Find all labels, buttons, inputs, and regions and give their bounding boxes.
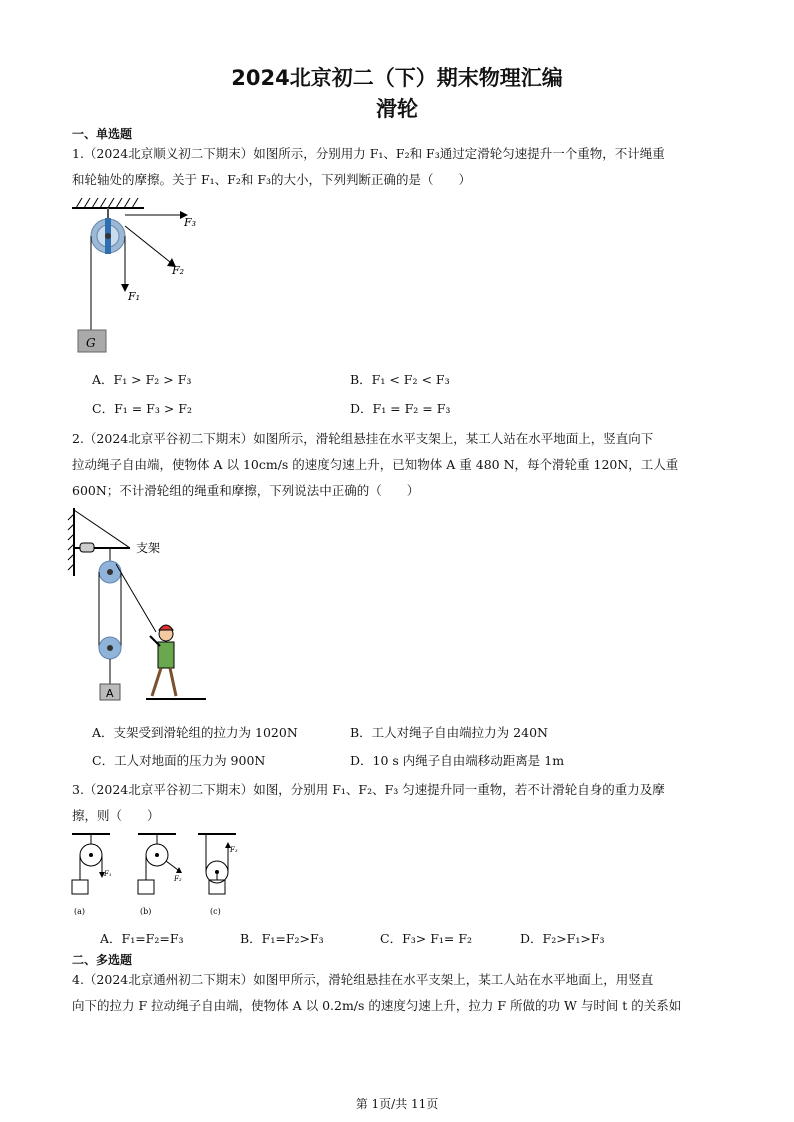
q1-option-b[interactable]: B．F₁ < F₂ < F₃ — [350, 372, 450, 387]
q1-pulley-figure — [72, 196, 212, 356]
q1-text-line1: 1.（2024北京顺义初二下期末）如图所示，分别用力 F₁、F₂和 F₃通过定滑轮匀速提升一个重物，不计绳重 — [72, 146, 665, 161]
q1-option-a[interactable]: A．F₁ > F₂ > F₃ — [92, 372, 192, 387]
q1-text-line2: 和轮轴处的摩擦。关于 F₁、F₂和 F₃的大小，下列判断正确的是（ ） — [72, 172, 472, 187]
q2-text-line2: 拉动绳子自由端，使物体 A 以 10cm/s 的速度匀速上升，已知物体 A 重 480 N，每个滑轮重 120N，工人重 — [72, 457, 679, 472]
q2-option-b[interactable]: B．工人对绳子自由端拉力为 240N — [350, 725, 548, 740]
q3-label-f2: F₂ — [174, 875, 182, 883]
page-title: 2024北京初二（下）期末物理汇编 — [231, 66, 563, 90]
q3-text-line2: 擦，则（ ） — [72, 808, 160, 823]
q4-text-line1: 4.（2024北京通州初二下期末）如图甲所示，滑轮组悬挂在水平支架上，某工人站在水平地面上，用竖直 — [72, 972, 654, 987]
q4-text-line2: 向下的拉力 F 拉动绳子自由端，使物体 A 以 0.2m/s 的速度匀速上升，拉力 F 所做的功 W 与时间 t 的关系如 — [72, 998, 682, 1013]
q1-label-f3: F₃ — [184, 216, 197, 229]
q2-option-a[interactable]: A．支架受到滑轮组的拉力为 1020N — [92, 725, 298, 740]
q3-option-b[interactable]: B．F₁=F₂>F₃ — [240, 931, 324, 946]
q3-caption-b: (b) — [140, 907, 152, 916]
q3-caption-a: (a) — [74, 907, 86, 916]
q2-option-c[interactable]: C．工人对地面的压力为 900N — [92, 753, 266, 768]
page-footer: 第 1页/共 11页 — [355, 1097, 439, 1111]
q1-label-g: G — [86, 336, 96, 350]
q2-pulley-system-figure — [66, 506, 216, 706]
section-multiple-choice: 二、多选题 — [72, 953, 133, 967]
q3-three-pulleys-figure — [68, 828, 248, 920]
q2-text-line1: 2.（2024北京平谷初二下期末）如图所示，滑轮组悬挂在水平支架上，某工人站在水平地面上，竖直向下 — [72, 431, 654, 446]
q3-option-a[interactable]: A．F₁=F₂=F₃ — [100, 931, 184, 946]
q3-caption-c: (c) — [210, 907, 221, 916]
q2-option-d[interactable]: D．10 s 内绳子自由端移动距离是 1m — [350, 753, 565, 768]
q2-label-support: 支架 — [136, 541, 161, 555]
q2-text-line3: 600N；不计滑轮组的绳重和摩擦，下列说法中正确的（ ） — [72, 483, 420, 498]
q1-option-d[interactable]: D．F₁ = F₂ = F₃ — [350, 401, 451, 416]
q2-label-a: A — [106, 687, 114, 700]
q3-label-f3: F₃ — [230, 846, 238, 854]
section-single-choice: 一、单选题 — [72, 127, 133, 141]
q3-option-c[interactable]: C．F₃> F₁= F₂ — [380, 931, 473, 946]
q3-option-d[interactable]: D．F₂>F₁>F₃ — [520, 931, 605, 946]
page-subtitle: 滑轮 — [376, 97, 418, 121]
q1-option-c[interactable]: C．F₁ = F₃ > F₂ — [92, 401, 192, 416]
q1-label-f2: F₂ — [172, 264, 185, 277]
q1-label-f1: F₁ — [128, 290, 141, 303]
q3-label-f1: F₁ — [104, 870, 112, 878]
q3-text-line1: 3.（2024北京平谷初二下期末）如图，分别用 F₁、F₂、F₃ 匀速提升同一重物，若不计滑轮自身的重力及摩 — [72, 782, 665, 797]
